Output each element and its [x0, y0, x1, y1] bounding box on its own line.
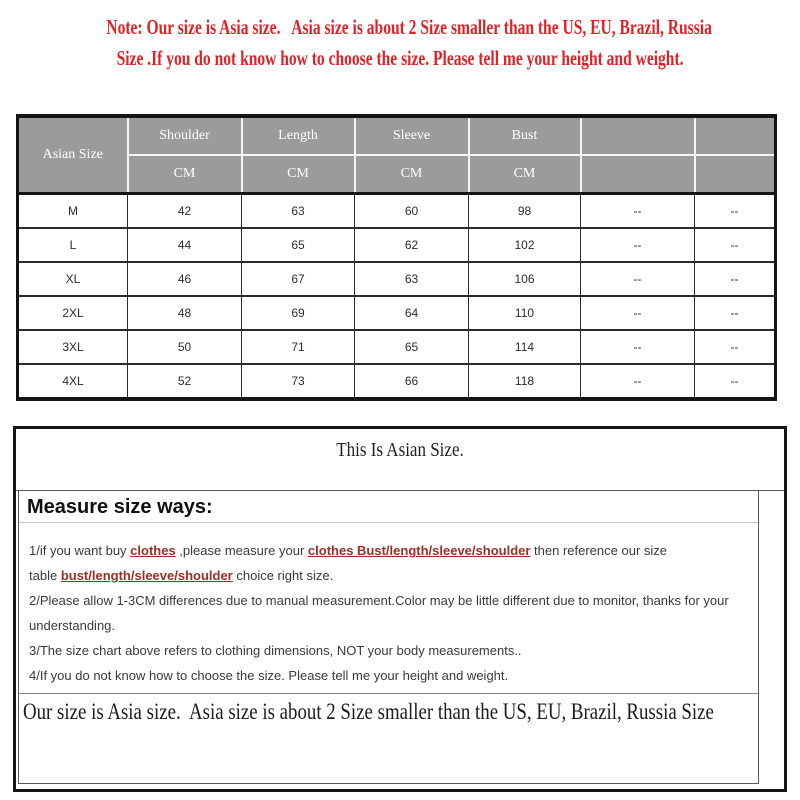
unit-cell: CM	[355, 155, 469, 194]
table-row-l	[18, 228, 776, 262]
table-cell: 65	[355, 330, 469, 364]
bust-length-link-text: bust/length/sleeve/shoulder	[60, 568, 233, 583]
table-cell: 73	[242, 364, 355, 399]
table-cell: 67	[242, 262, 355, 296]
column-header-sleeve: Sleeve	[355, 116, 469, 155]
table-units-row	[18, 155, 776, 194]
table-cell: --	[695, 330, 776, 364]
table-cell: 44	[128, 228, 242, 262]
top-note	[0, 0, 800, 74]
clothes-link-text: clothes	[130, 543, 176, 558]
table-cell: 63	[242, 194, 355, 229]
table-cell: 65	[242, 228, 355, 262]
table-cell: --	[695, 296, 776, 330]
table-cell: 102	[469, 228, 581, 262]
table-cell: --	[581, 330, 695, 364]
column-header-asian-size: Asian Size	[18, 116, 128, 194]
unit-cell	[581, 155, 695, 194]
measure-heading: Measure size ways:	[19, 491, 758, 523]
table-header-row	[18, 116, 776, 155]
table-cell: 110	[469, 296, 581, 330]
table-cell: 42	[128, 194, 242, 229]
instruction-list	[19, 523, 758, 694]
table-cell: 46	[128, 262, 242, 296]
table-cell: 106	[469, 262, 581, 296]
unit-cell: CM	[242, 155, 355, 194]
clothes-bust-link-text: clothes Bust/length/sleeve/shoulder	[307, 543, 531, 558]
table-cell: 69	[242, 296, 355, 330]
measure-box	[18, 491, 759, 784]
instruction-item-2: 2/Please allow 1-3CM differences due to manual measurement.Color may be little different due to monitor, thanks for your understanding.	[29, 593, 729, 633]
table-cell: --	[581, 364, 695, 399]
column-header-bust: Bust	[469, 116, 581, 155]
table-cell: 62	[355, 228, 469, 262]
table-cell: 50	[128, 330, 242, 364]
size-label-cell: M	[18, 194, 128, 229]
table-row-4xl	[18, 364, 776, 399]
table-cell: 60	[355, 194, 469, 229]
table-cell: --	[695, 364, 776, 399]
column-header-empty-1	[581, 116, 695, 155]
table-cell: --	[695, 194, 776, 229]
size-label-cell: 2XL	[18, 296, 128, 330]
unit-cell: CM	[469, 155, 581, 194]
column-header-length: Length	[242, 116, 355, 155]
top-note-line-2: Size .If you do not know how to choose the size. Please tell me your height and weight.	[116, 46, 684, 70]
table-cell: 118	[469, 364, 581, 399]
size-label-cell: L	[18, 228, 128, 262]
table-cell: 63	[355, 262, 469, 296]
table-cell: 114	[469, 330, 581, 364]
table-cell: 52	[128, 364, 242, 399]
table-row-m	[18, 194, 776, 229]
column-header-shoulder: Shoulder	[128, 116, 242, 155]
instruction-item-4: 4/If you do not know how to choose the size. Please tell me your height and weight.	[29, 668, 509, 683]
size-label-cell: XL	[18, 262, 128, 296]
size-label-cell: 4XL	[18, 364, 128, 399]
table-cell: 64	[355, 296, 469, 330]
unit-cell	[695, 155, 776, 194]
table-row-2xl	[18, 296, 776, 330]
table-cell: --	[581, 262, 695, 296]
table-row-xl	[18, 262, 776, 296]
top-note-line-1: Note: Our size is Asia size. Asia size is about 2 Size smaller than the US, EU, Brazil, Russia	[106, 15, 712, 39]
table-row-3xl	[18, 330, 776, 364]
table-cell: 48	[128, 296, 242, 330]
unit-cell: CM	[128, 155, 242, 194]
asia-size-statement: Our size is Asia size. Asia size is about 2 Size smaller than the US, EU, Brazil, Russia Size	[23, 699, 714, 724]
size-label-cell: 3XL	[18, 330, 128, 364]
table-cell: --	[695, 262, 776, 296]
column-header-empty-2	[695, 116, 776, 155]
table-cell: --	[581, 194, 695, 229]
table-cell: --	[695, 228, 776, 262]
instruction-item-1: 1/if you want buy clothes ,please measure your clothes Bust/length/sleeve/shoulder then reference our size table bust/length/sleeve/shoulder choice right size.	[29, 543, 667, 583]
table-cell: 98	[469, 194, 581, 229]
table-cell: --	[581, 228, 695, 262]
instruction-item-3: 3/The size chart above refers to clothing dimensions, NOT your body measurements..	[29, 643, 522, 658]
panel-title: This Is Asian Size.	[16, 429, 784, 491]
table-cell: --	[581, 296, 695, 330]
table-cell: 71	[242, 330, 355, 364]
table-cell: 66	[355, 364, 469, 399]
info-panel	[13, 426, 787, 792]
size-chart-table	[16, 114, 777, 401]
